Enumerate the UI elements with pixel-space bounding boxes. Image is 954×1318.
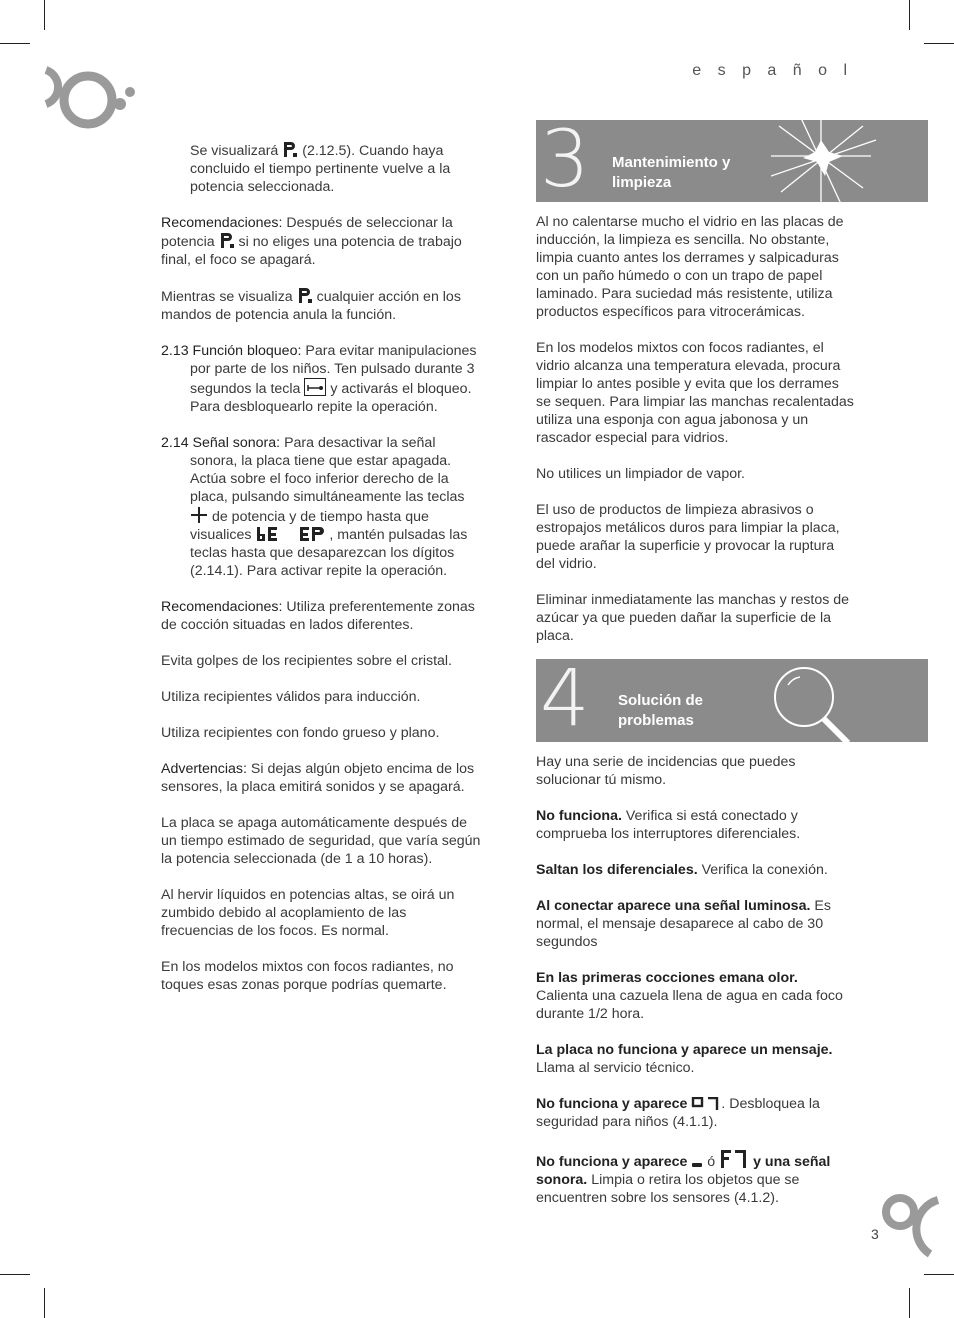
section-2-14: 2.14 Señal sonora: Para desactivar la señal sonora, la placa tiene que estar apagada. Actúa sobre el foco inferior derecho de la placa, pulsando simultáneamente las teclas de potencia y de tiempo hasta que visualices , mantén pulsadas las teclas hasta que desaparezcan los dígitos (2.14.1). Para activar repite la operación. [161,435,468,579]
crop-mark [44,0,45,30]
crop-mark [44,1288,45,1318]
brand-circles-footer-icon [880,1190,954,1260]
section-number: 4 [540,659,590,742]
paragraph-apaga: La placa se apaga automáticamente después de un tiempo estimado de seguridad, que varía según la potencia seleccionada (de 1 a 10 horas). [161,815,481,867]
issue-item: Al conectar aparece una señal luminosa. Es normal, el mensaje desaparece al cabo de 30 segundos [536,898,831,950]
paragraph-p-symbol: Se visualizará (2.12.5). Cuando haya concluido el tiempo pertinente vuelve a la potencia seleccionada. [190,143,451,195]
crop-mark [924,1274,954,1275]
brand-circles-icon [40,64,140,138]
paragraph-visualiza: Mientras se visualiza cualquier acción en los mandos de potencia anula la función. [161,289,461,323]
paragraph-fondo: Utiliza recipientes con fondo grueso y plano. [161,725,440,741]
section-title: Solución de problemas [618,692,704,729]
issue-item: No funciona. Verifica si está conectado y comprueba los interruptores diferenciales. [536,808,801,842]
section-3-banner [536,120,928,202]
magnifier-icon [770,663,860,742]
crop-mark [0,43,30,44]
left-column [161,141,481,1012]
paragraph: Eliminar inmediatamente las manchas y restos de azúcar ya que pueden dañar la superficie de la placa. [536,592,850,644]
issue-item: La placa no funciona y aparece un mensaje. Llama al servicio técnico. [536,1042,833,1076]
section-number: 3 [540,120,590,202]
warnings-paragraph: Advertencias: Si dejas algún objeto encima de los sensores, la placa emitirá sonidos y se apagará. [161,761,475,795]
section-3-body [536,213,856,663]
issue-item: No funciona y aparece ó y una señal sonora. Limpia o retira los objetos que se encuentren sobre los sensores (4.1.2). [536,1149,856,1207]
dash-display-icon [691,1155,703,1169]
recommendation-paragraph: Recomendaciones: Después de seleccionar la potencia si no eliges una potencia de trabajo final, el foco se apagará. [161,215,462,268]
paragraph-golpes: Evita golpes de los recipientes sobre el cristal. [161,653,452,669]
lock-key-icon [304,378,326,396]
section-4-body [536,753,856,1225]
be-display-icon [255,526,281,542]
sparkle-icon [771,120,881,202]
recommendation-paragraph: Recomendaciones: Utiliza preferentemente zonas de cocción situadas en lados diferentes. [161,599,475,633]
paragraph: En los modelos mixtos con focos radiantes, el vidrio alcanza una temperatura elevada, procura limpiar lo antes posible y evita que los derrames se sequen. Para limpiar las manchas recalentadas utiliza una esponja con agua jabonosa y un rascador especial para vidrios. [536,340,854,446]
lock-code-display-icon [691,1097,721,1111]
crop-mark [0,1274,30,1275]
paragraph: No utilices un limpiador de vapor. [536,466,745,482]
p-dot-symbol-icon [219,232,235,249]
paragraph: Hay una serie de incidencias que puedes solucionar tú mismo. [536,754,796,788]
p-dot-symbol-icon [282,141,298,158]
language-label: e s p a ñ o l [692,62,853,79]
paragraph-hervir: Al hervir líquidos en potencias altas, se oirá un zumbido debido al acoplamiento de las frecuencias de los focos. Es normal. [161,887,455,939]
crop-mark [909,1288,910,1318]
crop-mark [909,0,910,30]
paragraph-validos: Utiliza recipientes válidos para inducción. [161,689,421,705]
ep-display-icon [299,526,325,542]
plus-key-icon [190,506,208,524]
section-4-banner [536,659,928,742]
section-2-13: 2.13 Función bloqueo: Para evitar manipulaciones por parte de los niños. Ten pulsado durante 3 segundos la tecla y activarás el bloqueo. Para desbloquearlo repite la operación. [161,343,477,415]
issue-item: En las primeras cocciones emana olor. Calienta una cazuela llena de agua en cada foco durante 1/2 hora. [536,970,843,1022]
issue-item: No funciona y aparece . Desbloquea la seguridad para niños (4.1.1). [536,1096,820,1130]
section-title: Mantenimiento y limpieza [612,154,731,191]
crop-mark [924,43,954,44]
issue-item: Saltan los diferenciales. Verifica la conexión. [536,862,828,878]
f7-display-icon [719,1149,749,1169]
paragraph-mixtos: En los modelos mixtos con focos radiantes, no toques esas zonas porque podrías quemarte. [161,959,454,993]
paragraph: El uso de productos de limpieza abrasivos o estropajos metálicos duros para limpiar la placa, puede arañar la superficie y provocar la ruptura del vidrio. [536,502,840,572]
p-dot-symbol-icon [297,287,313,304]
paragraph: Al no calentarse mucho el vidrio en las placas de inducción, la limpieza es sencilla. No obstante, limpia cuanto antes los derrames y salpicaduras con un paño húmedo o con un trapo de papel laminado. Para suciedad más resistente, utiliza productos específicos para vitrocerámicas. [536,214,844,320]
page-number: 3 [871,1226,879,1242]
